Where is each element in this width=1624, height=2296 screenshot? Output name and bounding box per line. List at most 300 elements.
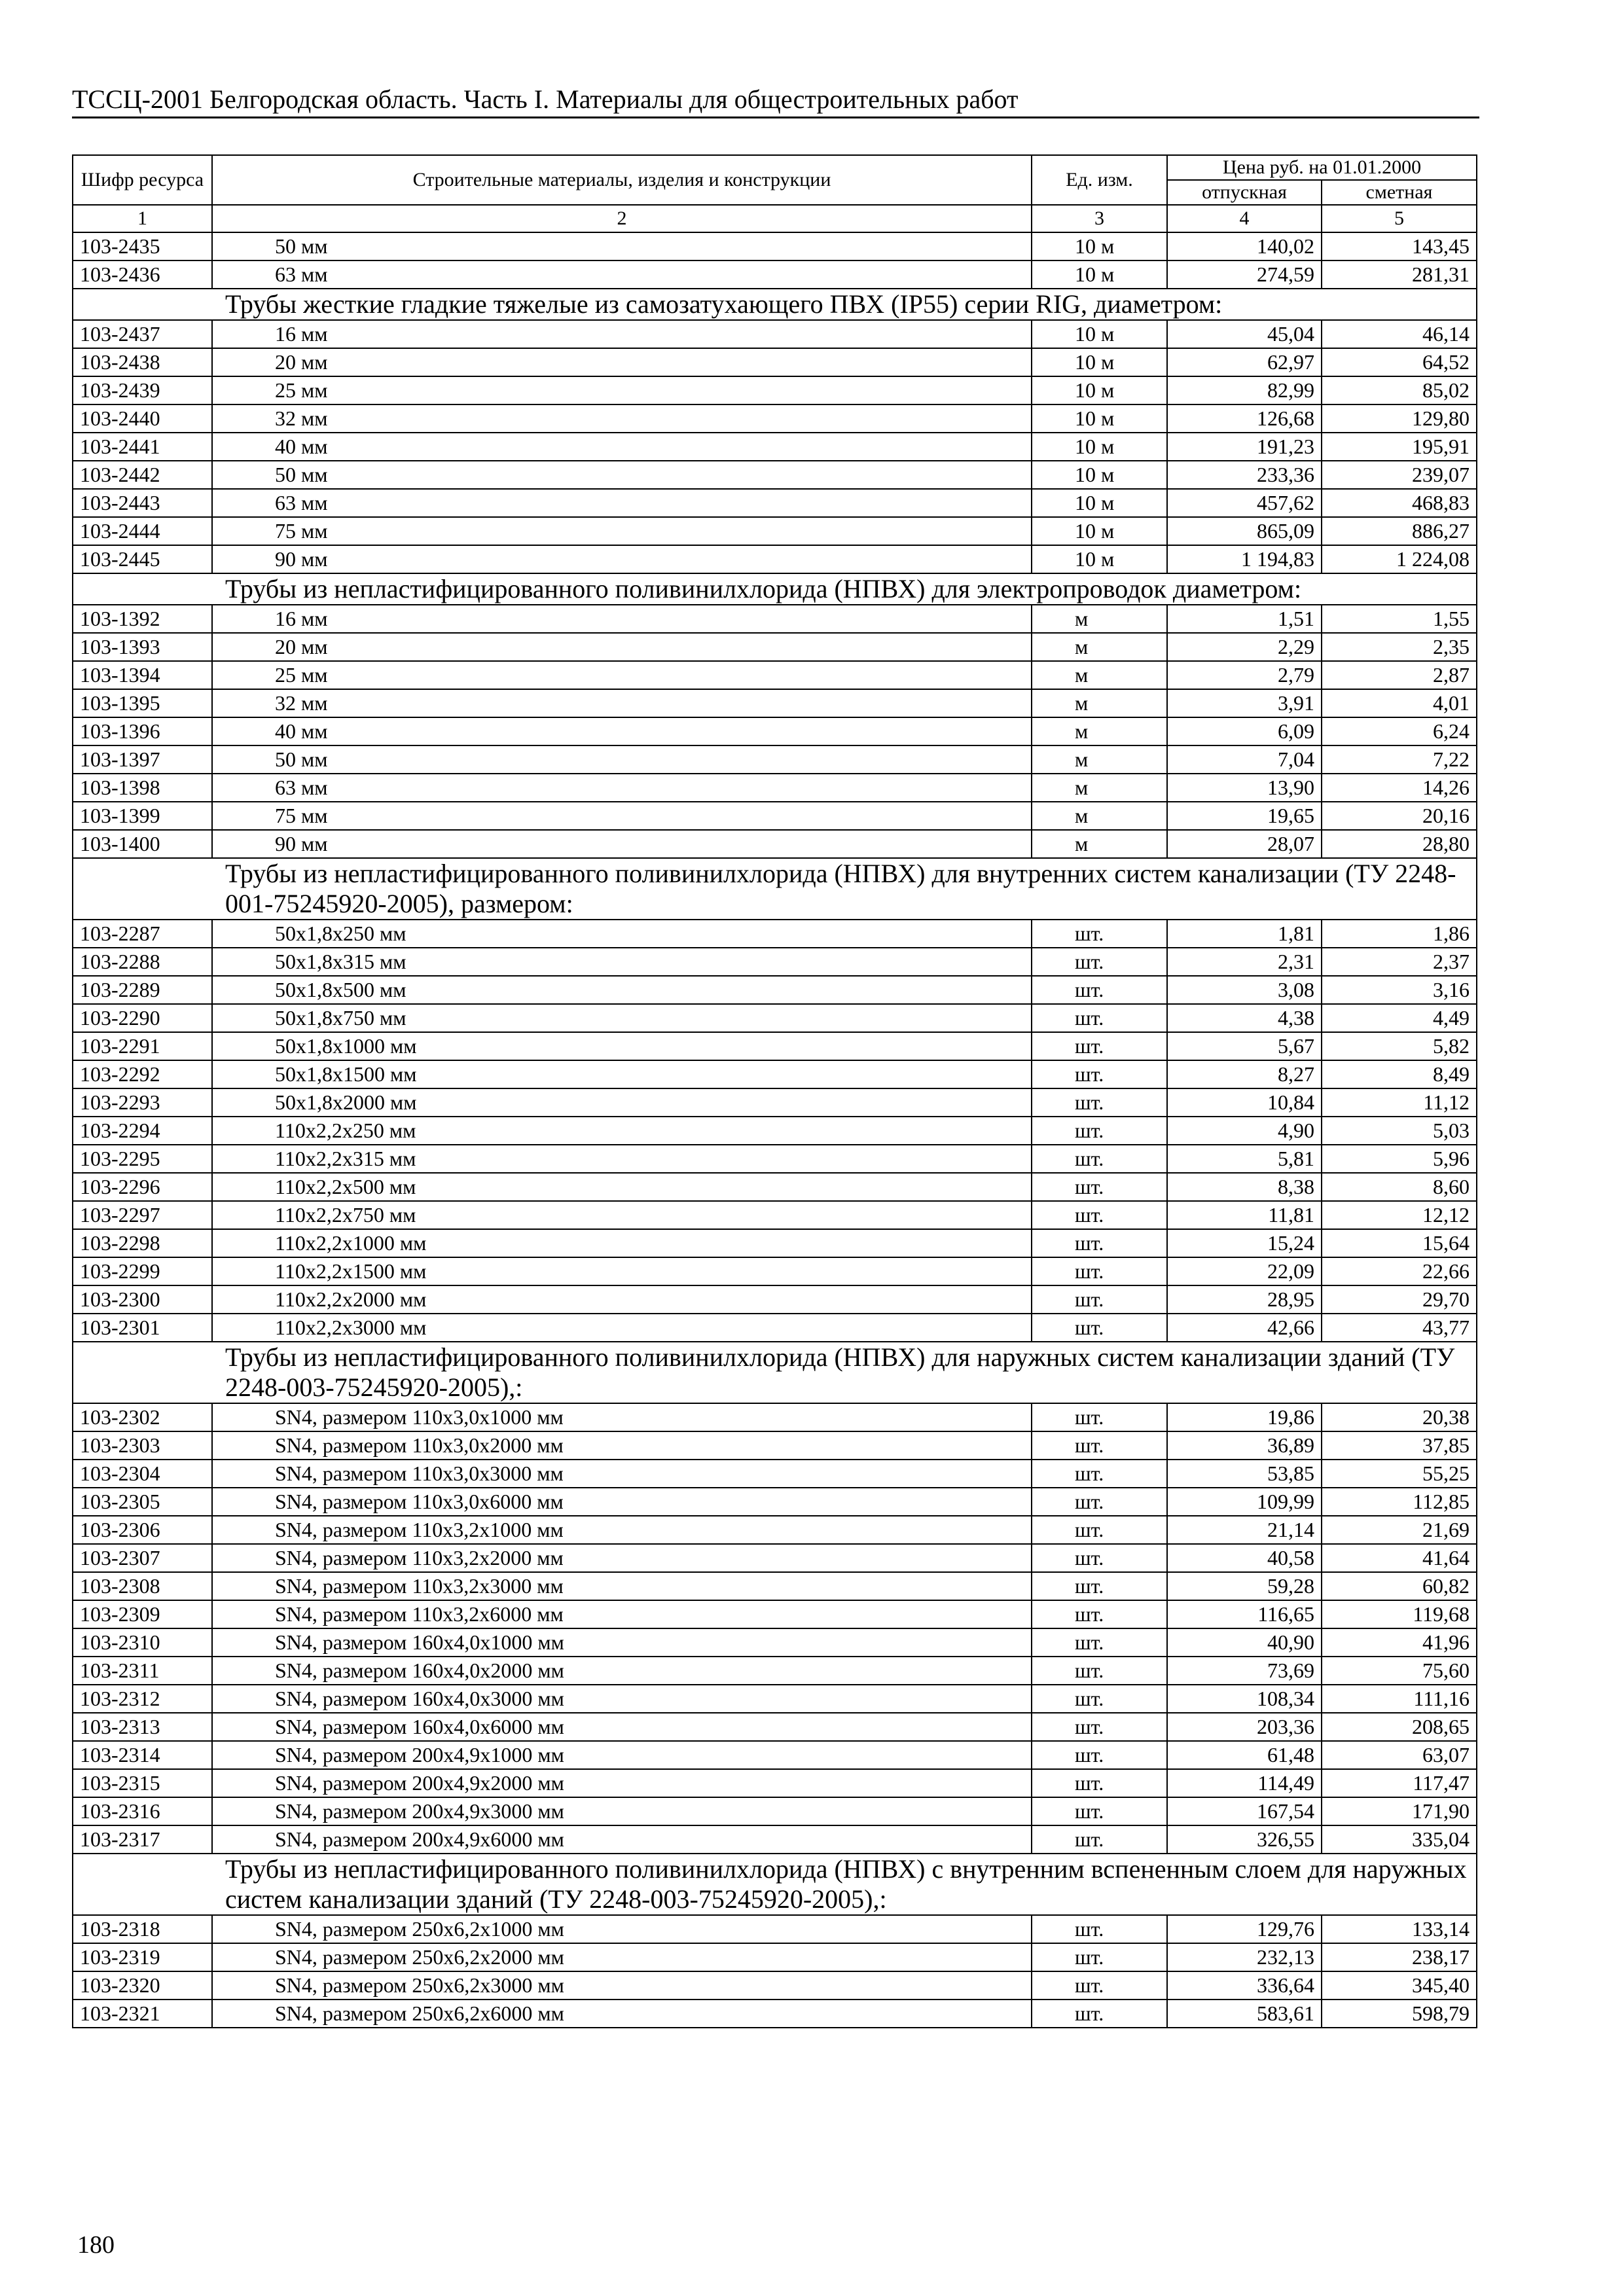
table-row bbox=[73, 1431, 1477, 1460]
cell-name: SN4, размером 250x6,2x1000 мм bbox=[212, 1915, 1032, 1943]
section-heading-row bbox=[73, 289, 1477, 320]
cell-code: 103-2439 bbox=[73, 376, 212, 404]
cell-name: 110x2,2x2000 мм bbox=[212, 1285, 1032, 1314]
cell-estimate-price: 20,38 bbox=[1322, 1403, 1477, 1431]
cell-unit: шт. bbox=[1032, 1943, 1167, 1971]
cell-estimate-price: 4,01 bbox=[1322, 689, 1477, 717]
cell-name: 50x1,8x2000 мм bbox=[212, 1088, 1032, 1117]
table-row bbox=[73, 260, 1477, 289]
cell-name: SN4, размером 200x4,9x1000 мм bbox=[212, 1741, 1032, 1769]
cell-release-price: 457,62 bbox=[1167, 489, 1322, 517]
cell-unit: 10 м bbox=[1032, 433, 1167, 461]
cell-unit: шт. bbox=[1032, 1117, 1167, 1145]
cell-estimate-price: 75,60 bbox=[1322, 1657, 1477, 1685]
table-row bbox=[73, 1572, 1477, 1600]
cell-name: SN4, размером 200x4,9x2000 мм bbox=[212, 1769, 1032, 1797]
table-row bbox=[73, 2000, 1477, 2028]
cell-release-price: 19,65 bbox=[1167, 802, 1322, 830]
cell-code: 103-2317 bbox=[73, 1825, 212, 1854]
cell-estimate-price: 112,85 bbox=[1322, 1488, 1477, 1516]
cell-estimate-price: 8,49 bbox=[1322, 1060, 1477, 1088]
table-row bbox=[73, 348, 1477, 376]
cell-code: 103-2312 bbox=[73, 1685, 212, 1713]
cell-unit: 10 м bbox=[1032, 545, 1167, 573]
cell-unit: 10 м bbox=[1032, 348, 1167, 376]
table-row bbox=[73, 1201, 1477, 1229]
cell-code: 103-2445 bbox=[73, 545, 212, 573]
cell-code: 103-1399 bbox=[73, 802, 212, 830]
cell-release-price: 2,79 bbox=[1167, 661, 1322, 689]
header-colnum-2: 2 bbox=[212, 205, 1032, 232]
table-row bbox=[73, 1088, 1477, 1117]
cell-release-price: 28,07 bbox=[1167, 830, 1322, 858]
page-header-title: ТССЦ-2001 Белгородская область. Часть I. Материалы для общестроительных работ bbox=[72, 84, 1019, 114]
table-row bbox=[73, 376, 1477, 404]
cell-unit: м bbox=[1032, 661, 1167, 689]
cell-estimate-price: 1 224,08 bbox=[1322, 545, 1477, 573]
cell-unit: шт. bbox=[1032, 1004, 1167, 1032]
cell-code: 103-1398 bbox=[73, 774, 212, 802]
cell-estimate-price: 468,83 bbox=[1322, 489, 1477, 517]
cell-estimate-price: 5,96 bbox=[1322, 1145, 1477, 1173]
cell-release-price: 8,27 bbox=[1167, 1060, 1322, 1088]
table-row bbox=[73, 1657, 1477, 1685]
cell-release-price: 274,59 bbox=[1167, 260, 1322, 289]
cell-code: 103-2436 bbox=[73, 260, 212, 289]
table-row bbox=[73, 1145, 1477, 1173]
cell-estimate-price: 129,80 bbox=[1322, 404, 1477, 433]
cell-unit: шт. bbox=[1032, 1314, 1167, 1342]
cell-code: 103-2319 bbox=[73, 1943, 212, 1971]
table-row bbox=[73, 232, 1477, 260]
cell-estimate-price: 133,14 bbox=[1322, 1915, 1477, 1943]
header-price: Цена руб. на 01.01.2000 bbox=[1167, 155, 1477, 180]
cell-estimate-price: 12,12 bbox=[1322, 1201, 1477, 1229]
cell-name: SN4, размером 160x4,0x1000 мм bbox=[212, 1628, 1032, 1657]
cell-estimate-price: 11,12 bbox=[1322, 1088, 1477, 1117]
table-row bbox=[73, 1915, 1477, 1943]
cell-estimate-price: 195,91 bbox=[1322, 433, 1477, 461]
cell-estimate-price: 7,22 bbox=[1322, 745, 1477, 774]
cell-estimate-price: 208,65 bbox=[1322, 1713, 1477, 1741]
cell-code: 103-2440 bbox=[73, 404, 212, 433]
page-number: 180 bbox=[77, 2231, 115, 2259]
table-row bbox=[73, 1685, 1477, 1713]
cell-unit: м bbox=[1032, 717, 1167, 745]
cell-code: 103-1396 bbox=[73, 717, 212, 745]
cell-unit: 10 м bbox=[1032, 461, 1167, 489]
table-row bbox=[73, 689, 1477, 717]
cell-code: 103-2441 bbox=[73, 433, 212, 461]
cell-unit: шт. bbox=[1032, 920, 1167, 948]
cell-estimate-price: 85,02 bbox=[1322, 376, 1477, 404]
cell-code: 103-2288 bbox=[73, 948, 212, 976]
cell-release-price: 4,38 bbox=[1167, 1004, 1322, 1032]
cell-release-price: 116,65 bbox=[1167, 1600, 1322, 1628]
cell-estimate-price: 60,82 bbox=[1322, 1572, 1477, 1600]
cell-estimate-price: 111,16 bbox=[1322, 1685, 1477, 1713]
cell-unit: 10 м bbox=[1032, 517, 1167, 545]
cell-estimate-price: 5,82 bbox=[1322, 1032, 1477, 1060]
section-heading-row bbox=[73, 573, 1477, 605]
cell-estimate-price: 41,64 bbox=[1322, 1544, 1477, 1572]
cell-unit: 10 м bbox=[1032, 260, 1167, 289]
cell-release-price: 1,51 bbox=[1167, 605, 1322, 633]
cell-estimate-price: 4,49 bbox=[1322, 1004, 1477, 1032]
cell-unit: шт. bbox=[1032, 1769, 1167, 1797]
cell-name: SN4, размером 250x6,2x2000 мм bbox=[212, 1943, 1032, 1971]
cell-name: 40 мм bbox=[212, 717, 1032, 745]
cell-estimate-price: 117,47 bbox=[1322, 1769, 1477, 1797]
cell-release-price: 233,36 bbox=[1167, 461, 1322, 489]
cell-code: 103-2320 bbox=[73, 1971, 212, 2000]
cell-unit: шт. bbox=[1032, 948, 1167, 976]
cell-estimate-price: 886,27 bbox=[1322, 517, 1477, 545]
cell-unit: шт. bbox=[1032, 1971, 1167, 2000]
table-row bbox=[73, 774, 1477, 802]
cell-release-price: 114,49 bbox=[1167, 1769, 1322, 1797]
cell-name: 32 мм bbox=[212, 689, 1032, 717]
cell-estimate-price: 29,70 bbox=[1322, 1285, 1477, 1314]
cell-name: SN4, размером 110x3,0x6000 мм bbox=[212, 1488, 1032, 1516]
table-row bbox=[73, 1004, 1477, 1032]
cell-name: 63 мм bbox=[212, 260, 1032, 289]
cell-name: 90 мм bbox=[212, 830, 1032, 858]
cell-estimate-price: 8,60 bbox=[1322, 1173, 1477, 1201]
table-row bbox=[73, 1460, 1477, 1488]
table-row bbox=[73, 1229, 1477, 1257]
cell-name: 110x2,2x1500 мм bbox=[212, 1257, 1032, 1285]
cell-name: SN4, размером 160x4,0x2000 мм bbox=[212, 1657, 1032, 1685]
cell-code: 103-2313 bbox=[73, 1713, 212, 1741]
table-row bbox=[73, 1314, 1477, 1342]
cell-name: 110x2,2x315 мм bbox=[212, 1145, 1032, 1173]
cell-code: 103-2309 bbox=[73, 1600, 212, 1628]
header-name: Строительные материалы, изделия и конструкции bbox=[212, 155, 1032, 205]
cell-code: 103-2310 bbox=[73, 1628, 212, 1657]
cell-estimate-price: 28,80 bbox=[1322, 830, 1477, 858]
cell-name: 16 мм bbox=[212, 320, 1032, 348]
cell-code: 103-2318 bbox=[73, 1915, 212, 1943]
cell-name: 40 мм bbox=[212, 433, 1032, 461]
cell-unit: шт. bbox=[1032, 1741, 1167, 1769]
cell-code: 103-2437 bbox=[73, 320, 212, 348]
cell-unit: шт. bbox=[1032, 1825, 1167, 1854]
cell-unit: шт. bbox=[1032, 1285, 1167, 1314]
table-row bbox=[73, 1516, 1477, 1544]
table-row bbox=[73, 489, 1477, 517]
cell-release-price: 191,23 bbox=[1167, 433, 1322, 461]
cell-name: 63 мм bbox=[212, 489, 1032, 517]
cell-estimate-price: 2,87 bbox=[1322, 661, 1477, 689]
cell-unit: шт. bbox=[1032, 1431, 1167, 1460]
cell-unit: шт. bbox=[1032, 1572, 1167, 1600]
cell-unit: шт. bbox=[1032, 1460, 1167, 1488]
table-row bbox=[73, 1285, 1477, 1314]
section-heading: Трубы из непластифицированного поливинилхлорида (НПВХ) с внутренним вспененным слоем для наружных систем канализации зданий (ТУ 2248-003-75245920-2005),: bbox=[73, 1854, 1477, 1915]
cell-release-price: 10,84 bbox=[1167, 1088, 1322, 1117]
cell-name: 50x1,8x250 мм bbox=[212, 920, 1032, 948]
cell-release-price: 2,29 bbox=[1167, 633, 1322, 661]
cell-release-price: 4,90 bbox=[1167, 1117, 1322, 1145]
cell-estimate-price: 64,52 bbox=[1322, 348, 1477, 376]
cell-release-price: 15,24 bbox=[1167, 1229, 1322, 1257]
table-row bbox=[73, 1628, 1477, 1657]
table-row bbox=[73, 633, 1477, 661]
cell-release-price: 583,61 bbox=[1167, 2000, 1322, 2028]
cell-name: 25 мм bbox=[212, 661, 1032, 689]
cell-estimate-price: 63,07 bbox=[1322, 1741, 1477, 1769]
cell-name: 50x1,8x500 мм bbox=[212, 976, 1032, 1004]
cell-code: 103-2316 bbox=[73, 1797, 212, 1825]
header-unit: Ед. изм. bbox=[1032, 155, 1167, 205]
cell-estimate-price: 119,68 bbox=[1322, 1600, 1477, 1628]
cell-name: 110x2,2x1000 мм bbox=[212, 1229, 1032, 1257]
cell-code: 103-2293 bbox=[73, 1088, 212, 1117]
price-table-body bbox=[73, 232, 1477, 2028]
table-row bbox=[73, 1173, 1477, 1201]
table-row bbox=[73, 1544, 1477, 1572]
cell-unit: 10 м bbox=[1032, 232, 1167, 260]
cell-name: SN4, размером 250x6,2x3000 мм bbox=[212, 1971, 1032, 2000]
cell-name: SN4, размером 200x4,9x6000 мм bbox=[212, 1825, 1032, 1854]
cell-release-price: 28,95 bbox=[1167, 1285, 1322, 1314]
table-row bbox=[73, 461, 1477, 489]
cell-name: 20 мм bbox=[212, 348, 1032, 376]
cell-release-price: 62,97 bbox=[1167, 348, 1322, 376]
cell-release-price: 19,86 bbox=[1167, 1403, 1322, 1431]
cell-release-price: 129,76 bbox=[1167, 1915, 1322, 1943]
cell-name: 16 мм bbox=[212, 605, 1032, 633]
cell-code: 103-2304 bbox=[73, 1460, 212, 1488]
cell-name: 32 мм bbox=[212, 404, 1032, 433]
cell-code: 103-1392 bbox=[73, 605, 212, 633]
cell-name: SN4, размером 250x6,2x6000 мм bbox=[212, 2000, 1032, 2028]
cell-code: 103-1397 bbox=[73, 745, 212, 774]
cell-unit: шт. bbox=[1032, 1685, 1167, 1713]
cell-name: 110x2,2x750 мм bbox=[212, 1201, 1032, 1229]
cell-release-price: 36,89 bbox=[1167, 1431, 1322, 1460]
cell-code: 103-2291 bbox=[73, 1032, 212, 1060]
table-row bbox=[73, 1797, 1477, 1825]
cell-release-price: 3,08 bbox=[1167, 976, 1322, 1004]
cell-release-price: 109,99 bbox=[1167, 1488, 1322, 1516]
header-estimate: сметная bbox=[1322, 180, 1477, 205]
cell-estimate-price: 1,55 bbox=[1322, 605, 1477, 633]
cell-name: SN4, размером 160x4,0x3000 мм bbox=[212, 1685, 1032, 1713]
cell-estimate-price: 20,16 bbox=[1322, 802, 1477, 830]
table-row bbox=[73, 1971, 1477, 2000]
cell-name: 75 мм bbox=[212, 517, 1032, 545]
table-row bbox=[73, 605, 1477, 633]
cell-estimate-price: 238,17 bbox=[1322, 1943, 1477, 1971]
cell-estimate-price: 171,90 bbox=[1322, 1797, 1477, 1825]
cell-code: 103-2301 bbox=[73, 1314, 212, 1342]
cell-release-price: 53,85 bbox=[1167, 1460, 1322, 1488]
table-row bbox=[73, 1117, 1477, 1145]
cell-name: SN4, размером 200x4,9x3000 мм bbox=[212, 1797, 1032, 1825]
cell-code: 103-2302 bbox=[73, 1403, 212, 1431]
section-heading: Трубы из непластифицированного поливинилхлорида (НПВХ) для наружных систем канализации зданий (ТУ 2248-003-75245920-2005),: bbox=[73, 1342, 1477, 1403]
price-table bbox=[72, 154, 1477, 2028]
cell-estimate-price: 5,03 bbox=[1322, 1117, 1477, 1145]
section-heading: Трубы из непластифицированного поливинилхлорида (НПВХ) для электропроводок диаметром: bbox=[73, 573, 1477, 605]
table-row bbox=[73, 1403, 1477, 1431]
cell-code: 103-2299 bbox=[73, 1257, 212, 1285]
table-row bbox=[73, 1825, 1477, 1854]
section-heading: Трубы из непластифицированного поливинилхлорида (НПВХ) для внутренних систем канализации (ТУ 2248-001-75245920-2005), размером: bbox=[73, 858, 1477, 920]
table-row bbox=[73, 320, 1477, 348]
table-row bbox=[73, 1943, 1477, 1971]
cell-name: 50x1,8x315 мм bbox=[212, 948, 1032, 976]
cell-estimate-price: 2,35 bbox=[1322, 633, 1477, 661]
cell-release-price: 42,66 bbox=[1167, 1314, 1322, 1342]
cell-estimate-price: 15,64 bbox=[1322, 1229, 1477, 1257]
table-row bbox=[73, 920, 1477, 948]
cell-code: 103-2308 bbox=[73, 1572, 212, 1600]
cell-code: 103-2305 bbox=[73, 1488, 212, 1516]
cell-code: 103-2311 bbox=[73, 1657, 212, 1685]
table-row bbox=[73, 1769, 1477, 1797]
cell-unit: м bbox=[1032, 605, 1167, 633]
table-row bbox=[73, 517, 1477, 545]
cell-unit: м bbox=[1032, 802, 1167, 830]
cell-estimate-price: 37,85 bbox=[1322, 1431, 1477, 1460]
cell-code: 103-1395 bbox=[73, 689, 212, 717]
cell-estimate-price: 239,07 bbox=[1322, 461, 1477, 489]
cell-name: 50 мм bbox=[212, 745, 1032, 774]
cell-estimate-price: 3,16 bbox=[1322, 976, 1477, 1004]
cell-code: 103-1393 bbox=[73, 633, 212, 661]
cell-unit: шт. bbox=[1032, 1403, 1167, 1431]
table-row bbox=[73, 830, 1477, 858]
cell-name: SN4, размером 110x3,0x2000 мм bbox=[212, 1431, 1032, 1460]
cell-unit: м bbox=[1032, 689, 1167, 717]
cell-code: 103-2438 bbox=[73, 348, 212, 376]
cell-release-price: 126,68 bbox=[1167, 404, 1322, 433]
cell-release-price: 232,13 bbox=[1167, 1943, 1322, 1971]
cell-release-price: 5,81 bbox=[1167, 1145, 1322, 1173]
cell-estimate-price: 2,37 bbox=[1322, 948, 1477, 976]
cell-unit: 10 м bbox=[1032, 404, 1167, 433]
cell-name: SN4, размером 110x3,0x1000 мм bbox=[212, 1403, 1032, 1431]
table-row bbox=[73, 1600, 1477, 1628]
cell-release-price: 1 194,83 bbox=[1167, 545, 1322, 573]
cell-release-price: 5,67 bbox=[1167, 1032, 1322, 1060]
cell-code: 103-2294 bbox=[73, 1117, 212, 1145]
cell-code: 103-2303 bbox=[73, 1431, 212, 1460]
header-divider bbox=[72, 117, 1479, 118]
cell-release-price: 73,69 bbox=[1167, 1657, 1322, 1685]
cell-unit: м bbox=[1032, 830, 1167, 858]
cell-name: SN4, размером 160x4,0x6000 мм bbox=[212, 1713, 1032, 1741]
cell-release-price: 45,04 bbox=[1167, 320, 1322, 348]
cell-unit: шт. bbox=[1032, 1032, 1167, 1060]
cell-unit: шт. bbox=[1032, 1088, 1167, 1117]
table-row bbox=[73, 1257, 1477, 1285]
header-code: Шифр ресурса bbox=[73, 155, 212, 205]
cell-estimate-price: 43,77 bbox=[1322, 1314, 1477, 1342]
cell-release-price: 11,81 bbox=[1167, 1201, 1322, 1229]
cell-release-price: 865,09 bbox=[1167, 517, 1322, 545]
cell-name: 110x2,2x3000 мм bbox=[212, 1314, 1032, 1342]
cell-unit: шт. bbox=[1032, 1229, 1167, 1257]
cell-release-price: 140,02 bbox=[1167, 232, 1322, 260]
cell-unit: шт. bbox=[1032, 1516, 1167, 1544]
cell-unit: шт. bbox=[1032, 1145, 1167, 1173]
cell-release-price: 21,14 bbox=[1167, 1516, 1322, 1544]
cell-release-price: 40,58 bbox=[1167, 1544, 1322, 1572]
cell-estimate-price: 14,26 bbox=[1322, 774, 1477, 802]
section-heading-row bbox=[73, 1342, 1477, 1403]
cell-estimate-price: 46,14 bbox=[1322, 320, 1477, 348]
cell-release-price: 40,90 bbox=[1167, 1628, 1322, 1657]
cell-estimate-price: 21,69 bbox=[1322, 1516, 1477, 1544]
cell-release-price: 336,64 bbox=[1167, 1971, 1322, 2000]
cell-release-price: 3,91 bbox=[1167, 689, 1322, 717]
cell-release-price: 108,34 bbox=[1167, 1685, 1322, 1713]
cell-unit: шт. bbox=[1032, 1628, 1167, 1657]
table-row bbox=[73, 802, 1477, 830]
cell-name: 110x2,2x500 мм bbox=[212, 1173, 1032, 1201]
cell-unit: шт. bbox=[1032, 1797, 1167, 1825]
cell-code: 103-2292 bbox=[73, 1060, 212, 1088]
cell-unit: м bbox=[1032, 633, 1167, 661]
cell-unit: шт. bbox=[1032, 1488, 1167, 1516]
cell-name: 50x1,8x1000 мм bbox=[212, 1032, 1032, 1060]
cell-code: 103-2442 bbox=[73, 461, 212, 489]
cell-unit: шт. bbox=[1032, 1713, 1167, 1741]
cell-release-price: 22,09 bbox=[1167, 1257, 1322, 1285]
cell-unit: 10 м bbox=[1032, 376, 1167, 404]
cell-estimate-price: 6,24 bbox=[1322, 717, 1477, 745]
cell-unit: шт. bbox=[1032, 1544, 1167, 1572]
table-row bbox=[73, 717, 1477, 745]
table-row bbox=[73, 404, 1477, 433]
cell-unit: шт. bbox=[1032, 1600, 1167, 1628]
table-row bbox=[73, 1032, 1477, 1060]
cell-name: 110x2,2x250 мм bbox=[212, 1117, 1032, 1145]
cell-name: SN4, размером 110x3,2x6000 мм bbox=[212, 1600, 1032, 1628]
cell-name: 63 мм bbox=[212, 774, 1032, 802]
cell-code: 103-1400 bbox=[73, 830, 212, 858]
table-row bbox=[73, 545, 1477, 573]
cell-unit: 10 м bbox=[1032, 489, 1167, 517]
header-colnum-3: 3 bbox=[1032, 205, 1167, 232]
cell-name: SN4, размером 110x3,0x3000 мм bbox=[212, 1460, 1032, 1488]
cell-name: 50x1,8x750 мм bbox=[212, 1004, 1032, 1032]
cell-unit: шт. bbox=[1032, 2000, 1167, 2028]
cell-code: 103-2289 bbox=[73, 976, 212, 1004]
cell-code: 103-2444 bbox=[73, 517, 212, 545]
section-heading-row bbox=[73, 858, 1477, 920]
section-heading-row bbox=[73, 1854, 1477, 1915]
cell-estimate-price: 335,04 bbox=[1322, 1825, 1477, 1854]
cell-code: 103-2306 bbox=[73, 1516, 212, 1544]
cell-name: 50 мм bbox=[212, 461, 1032, 489]
cell-code: 103-2315 bbox=[73, 1769, 212, 1797]
cell-code: 103-2321 bbox=[73, 2000, 212, 2028]
cell-name: 75 мм bbox=[212, 802, 1032, 830]
cell-code: 103-1394 bbox=[73, 661, 212, 689]
cell-release-price: 7,04 bbox=[1167, 745, 1322, 774]
cell-release-price: 8,38 bbox=[1167, 1173, 1322, 1201]
cell-estimate-price: 41,96 bbox=[1322, 1628, 1477, 1657]
cell-name: SN4, размером 110x3,2x2000 мм bbox=[212, 1544, 1032, 1572]
cell-unit: шт. bbox=[1032, 1257, 1167, 1285]
cell-unit: шт. bbox=[1032, 976, 1167, 1004]
cell-name: 50x1,8x1500 мм bbox=[212, 1060, 1032, 1088]
